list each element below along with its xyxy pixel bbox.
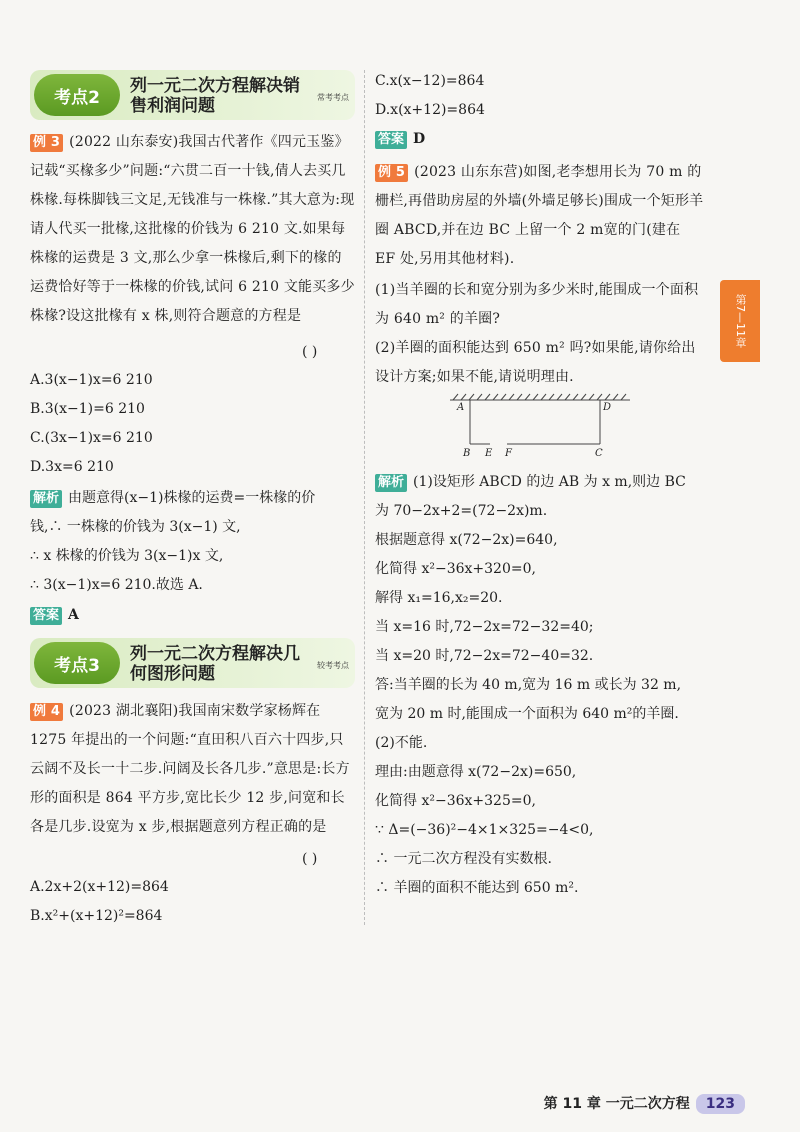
solution-line-5: 解得 x₁=16,x₂=20. (375, 590, 503, 606)
answer-paren: ( ) (302, 344, 318, 360)
section-header-3 (30, 638, 355, 688)
solution-line-4: 化简得 x²−36x+320=0, (375, 561, 536, 577)
solution-line-3: 根据题意得 x(72−2x)=640, (375, 532, 558, 548)
solution-line-15: ∴ 羊圈的面积不能达到 650 m². (375, 880, 579, 896)
section-title: 列一元二次方程解决几何图形问题 (130, 644, 300, 684)
solution-line-11: 理由:由题意得 x(72−2x)=650, (375, 764, 577, 780)
label-b: B (463, 448, 471, 459)
section-note: 常考考点 (317, 93, 349, 102)
section-title: 列一元二次方程解决销售利润问题 (130, 76, 300, 116)
sheep-pen-figure (445, 392, 635, 460)
option-a: A.3(x−1)x=6 210 (30, 372, 153, 388)
analysis-line-1: 解析 由题意得(x−1)株椽的运费=一株椽的价 (30, 487, 315, 509)
footer-chapter: 第 11 章 一元二次方程 (543, 1096, 690, 1112)
label-c: C (595, 448, 603, 459)
option-b: B.x²+(x+12)²=864 (30, 908, 163, 924)
solution-line-7: 当 x=20 时,72−2x=72−40=32. (375, 648, 594, 664)
option-c: C.x(x−12)=864 (375, 73, 485, 89)
option-a: A.2x+2(x+12)=864 (30, 879, 169, 895)
section-badge: 考点2 (34, 74, 120, 116)
example-tag: 例 5 (375, 164, 408, 182)
answer-line: 答案 A (30, 604, 79, 626)
answer-paren: ( ) (302, 851, 318, 867)
solution-line-9: 宽为 20 m 时,能围成一个面积为 640 m²的羊圈. (375, 706, 679, 722)
analysis-line-3: ∴ x 株椽的价钱为 3(x−1)x 文, (30, 548, 224, 564)
question-1: (1)当羊圈的长和宽分别为多少米时,能围成一个面积为 640 m² 的羊圈? (375, 282, 699, 327)
answer-tag: 答案 (30, 607, 62, 625)
solution-line-6: 当 x=16 时,72−2x=72−32=40; (375, 619, 594, 635)
label-a: A (457, 402, 465, 413)
solution-line-12: 化简得 x²−36x+325=0, (375, 793, 536, 809)
question-2: (2)羊圈的面积能达到 650 m² 吗?如果能,请你给出设计方案;如果不能,请说明理由. (375, 340, 696, 385)
example-3-text: 例 3 (2022 山东泰安)我国古代著作《四元玉鉴》记载“买椽多少”问题:“六贯二百一十钱,倩人去买几株椽.每株脚钱三文足,无钱准与一株椽.”其大意为:现请人代买一批椽,这批椽的价钱为 6 210 文.如果每株椽的运费是 3 文,那么少拿一株椽后,剩下的椽的运费恰好等于一株椽的价钱,试问 6 210 文能买多少株椽?设这批椽有 x 株,则符合题意的方程是 (30, 134, 355, 324)
solution-line-14: ∴ 一元二次方程没有实数根. (375, 851, 552, 867)
section-note: 较考考点 (317, 661, 349, 670)
analysis-line-4: ∴ 3(x−1)x=6 210.故选 A. (30, 577, 203, 593)
answer-tag: 答案 (375, 131, 407, 149)
solution-line-8: 答:当羊圈的长为 40 m,宽为 16 m 或长为 32 m, (375, 677, 682, 693)
solution-line-1: 解析 (1)设矩形 ABCD 的边 AB 为 x m,则边 BC (375, 471, 686, 493)
label-d: D (603, 402, 612, 413)
example-4-text: 例 4 (2023 湖北襄阳)我国南宋数学家杨辉在 1275 年提出的一个问题:“直田积八百六十四步,只云阔不及长一十二步.问阔及长各几步.”意思是:长方形的面积是 864 平方步,宽比长少 12 步,问宽和长各是几步.设宽为 x 步,根据题意列方程正确的是 (30, 703, 350, 835)
page-footer (544, 1093, 745, 1114)
solution-line-13: ∵ Δ=(−36)²−4×1×325=−4<0, (375, 822, 594, 838)
option-d: D.x(x+12)=864 (375, 102, 485, 118)
analysis-tag: 解析 (30, 490, 62, 508)
analysis-tag: 解析 (375, 474, 407, 492)
option-d: D.3x=6 210 (30, 459, 114, 475)
label-e: E (485, 448, 493, 459)
section-header-2 (30, 70, 355, 120)
option-c: C.(3x−1)x=6 210 (30, 430, 153, 446)
solution-line-2: 为 70−2x+2=(72−2x)m. (375, 503, 548, 519)
section-badge: 考点3 (34, 642, 120, 684)
option-b: B.3(x−1)=6 210 (30, 401, 145, 417)
page-number: 123 (696, 1094, 745, 1114)
example-tag: 例 3 (30, 134, 63, 152)
example-tag: 例 4 (30, 703, 63, 721)
column-divider (364, 70, 365, 925)
label-f: F (505, 448, 512, 459)
analysis-line-2: 钱,∴ 一株椽的价钱为 3(x−1) 文, (30, 519, 241, 535)
answer-line: 答案 D (375, 128, 425, 150)
chapter-side-tab: 第7—11章 (720, 280, 760, 362)
example-5-text: 例 5 (2023 山东东营)如图,老李想用长为 70 m 的栅栏,再借助房屋的外墙(外墙足够长)围成一个矩形羊圈 ABCD,并在边 BC 上留一个 2 m宽的门(建在 EF 处,另用其他材料). (375, 164, 704, 267)
solution-line-10: (2)不能. (375, 735, 428, 751)
